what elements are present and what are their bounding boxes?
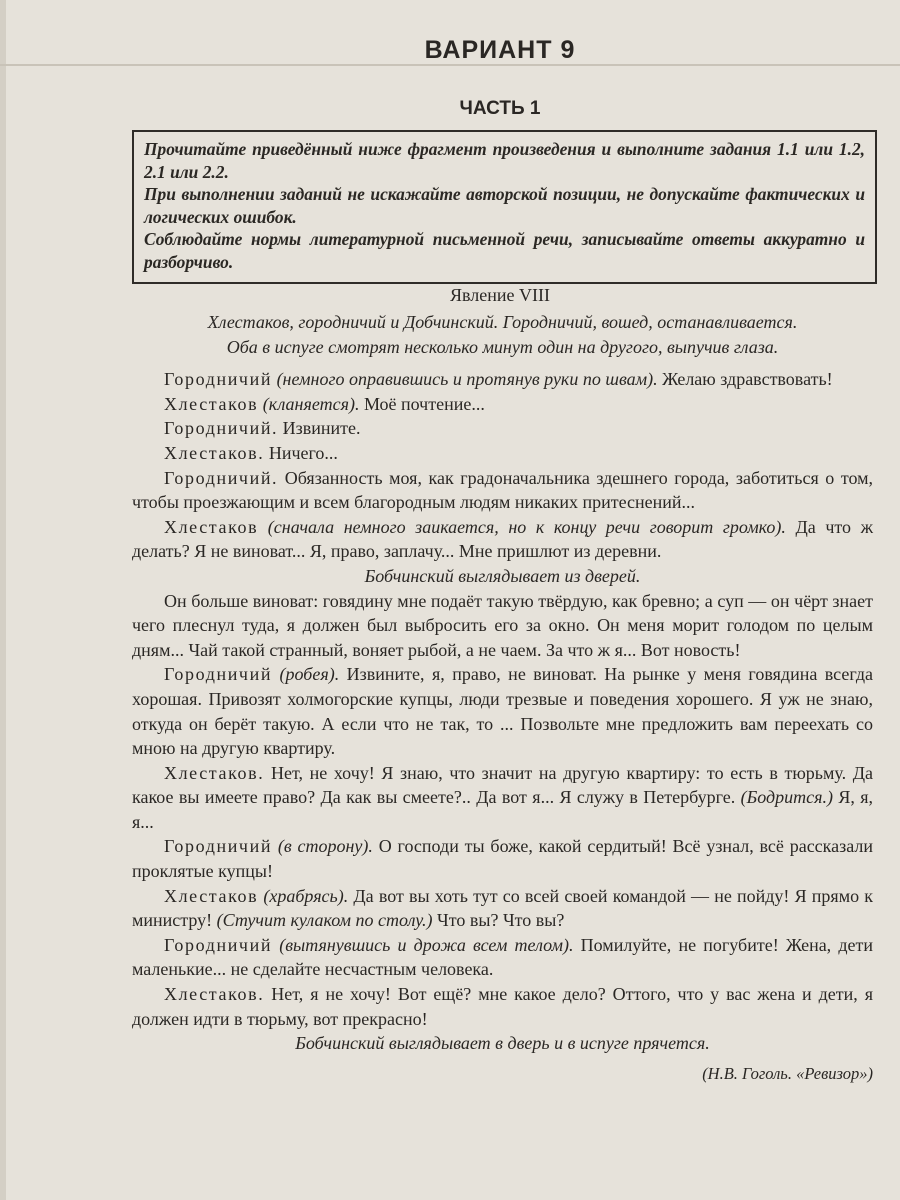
stage-remark: (Бодрится.) (740, 787, 833, 808)
scene-intro (132, 310, 873, 359)
stage-remark: (робея). (279, 664, 340, 685)
dialogue-line (132, 834, 873, 883)
dialogue-line (132, 515, 873, 564)
stage-remark: (сначала немного заикается, но к концу речи говорит громко). (267, 516, 786, 537)
scene-intro-line: Оба в испуге смотрят несколько минут один на другого, выпучив глаза. (226, 336, 779, 357)
stage-direction: Бобчинский выглядывает из дверей. (364, 565, 641, 586)
dialogue-line: Он больше виноват: говядину мне подаёт такую твёрдую, как бревно; а суп — он чёрт знает чего плеснул туда, я должен был выбросить его за окно. Он меня морит голодом по целым дням... Чай такой странный, воняет рыбой, а не чаем. За что ж я... Вот новость! (132, 590, 873, 660)
dialogue-line (132, 466, 873, 515)
line-text: О господи ты боже, какой сердитый! Всё узнал, всё рассказали проклятые купцы! (132, 836, 874, 882)
line-text: Обязанность моя, как градоначальника здешнего города, заботиться о том, чтобы проезжающим и всем благородным людям никаких притеснений... (132, 467, 873, 513)
speaker: Городничий. (164, 418, 279, 439)
dialogue-line (132, 392, 873, 417)
part-title: ЧАСТЬ 1 (459, 98, 541, 119)
stage-remark: (вытянувшись и дрожа всем телом). (279, 934, 574, 955)
dialogue-line (132, 662, 873, 760)
stage-direction: Бобчинский выглядывает в дверь и в испуге прячется. (295, 1033, 710, 1054)
line-text: Нет, я не хочу! Вот ещё? мне какое дело? Оттого, что у вас жена и дети, я должен идти в тюрьму, вот прекрасно! (132, 984, 873, 1029)
line-text: Помилуйте, не погубите! Жена, дети маленькие... не сделайте несчастным человека. (132, 934, 874, 980)
speaker: Хлестаков (164, 885, 259, 906)
line-text: Нет, не хочу! Я знаю, что значит на другую квартиру: то есть в тюрьму. Да какое вы имеете право? Да как вы смеете?.. Да вот я... Я служу в Петербурге. (132, 762, 873, 808)
speaker: Городничий (164, 836, 273, 857)
dialogue-line (132, 982, 873, 1031)
speaker: Городничий. (164, 467, 279, 488)
speaker: Хлестаков. (164, 984, 265, 1005)
dialogue-line (132, 933, 873, 982)
line-text: Что вы? Что вы? (432, 910, 565, 931)
play-excerpt (132, 310, 873, 1086)
speaker: Городничий (164, 664, 273, 685)
line-text: Моё почтение... (359, 393, 485, 414)
page-edge (0, 0, 6, 1200)
speaker: Хлестаков. (164, 442, 265, 463)
stage-remark: (немного оправившись и протянув руки по швам). (276, 369, 658, 390)
speaker: Городничий (164, 934, 273, 955)
stage-remark: (в сторону). (277, 836, 373, 857)
instruction-line: Прочитайте приведённый ниже фрагмент произведения и выполните задания 1.1 или 1.2, 2.1 или 2.2. (144, 139, 865, 182)
line-text: Я, я, я... (132, 787, 873, 832)
dialogue-line (132, 761, 873, 835)
speaker: Хлестаков (164, 516, 259, 537)
speaker: Хлестаков. (164, 762, 265, 783)
source-citation: (Н.В. Гоголь. «Ревизор») (702, 1063, 873, 1083)
variant-title: ВАРИАНТ 9 (424, 36, 576, 64)
instruction-line: При выполнении заданий не искажайте авторской позиции, не допускайте фактических и логических ошибок. (144, 184, 865, 227)
instruction-line: Соблюдайте нормы литературной письменной речи, записывайте ответы аккуратно и разборчиво. (144, 229, 865, 272)
stage-remark: (Стучит кулаком по столу.) (216, 910, 433, 931)
line-text: Ничего... (264, 442, 338, 463)
instructions-box (132, 130, 877, 284)
speaker: Хлестаков (164, 393, 259, 414)
dialogue-line (132, 367, 873, 392)
stage-remark: (кланяется). (262, 393, 360, 414)
line-text: Желаю здравствовать! (657, 369, 833, 390)
line-text: Извините. (278, 418, 361, 439)
speaker: Городничий (164, 369, 273, 390)
dialogue-line (132, 416, 873, 441)
stage-remark: (храбрясь). (263, 885, 349, 906)
line-text: Да вот вы хоть тут со всей своей командой — не пойду! Я прямо к министру! (132, 885, 873, 931)
scene-intro-line: Хлестаков, городничий и Добчинский. Городничий, вошед, останавливается. (207, 312, 798, 332)
dialogue-line (132, 441, 873, 466)
line-text: Извините, я, право, не виноват. На рынке у меня говядина всегда хорошая. Привозят холмогорские купцы, люди трезвые и поведения хорошего. Я уж не знаю, откуда он берёт такую. А если что не так, то ... Позвольте мне предложить вам переехать со мною на другую квартиру. (132, 664, 874, 759)
dialogue-line (132, 884, 873, 933)
line-text: Да что ж делать? Я не виноват... Я, право, заплачу... Мне пришлют из деревни. (132, 516, 874, 562)
scene-title: Явление VIII (450, 285, 550, 305)
